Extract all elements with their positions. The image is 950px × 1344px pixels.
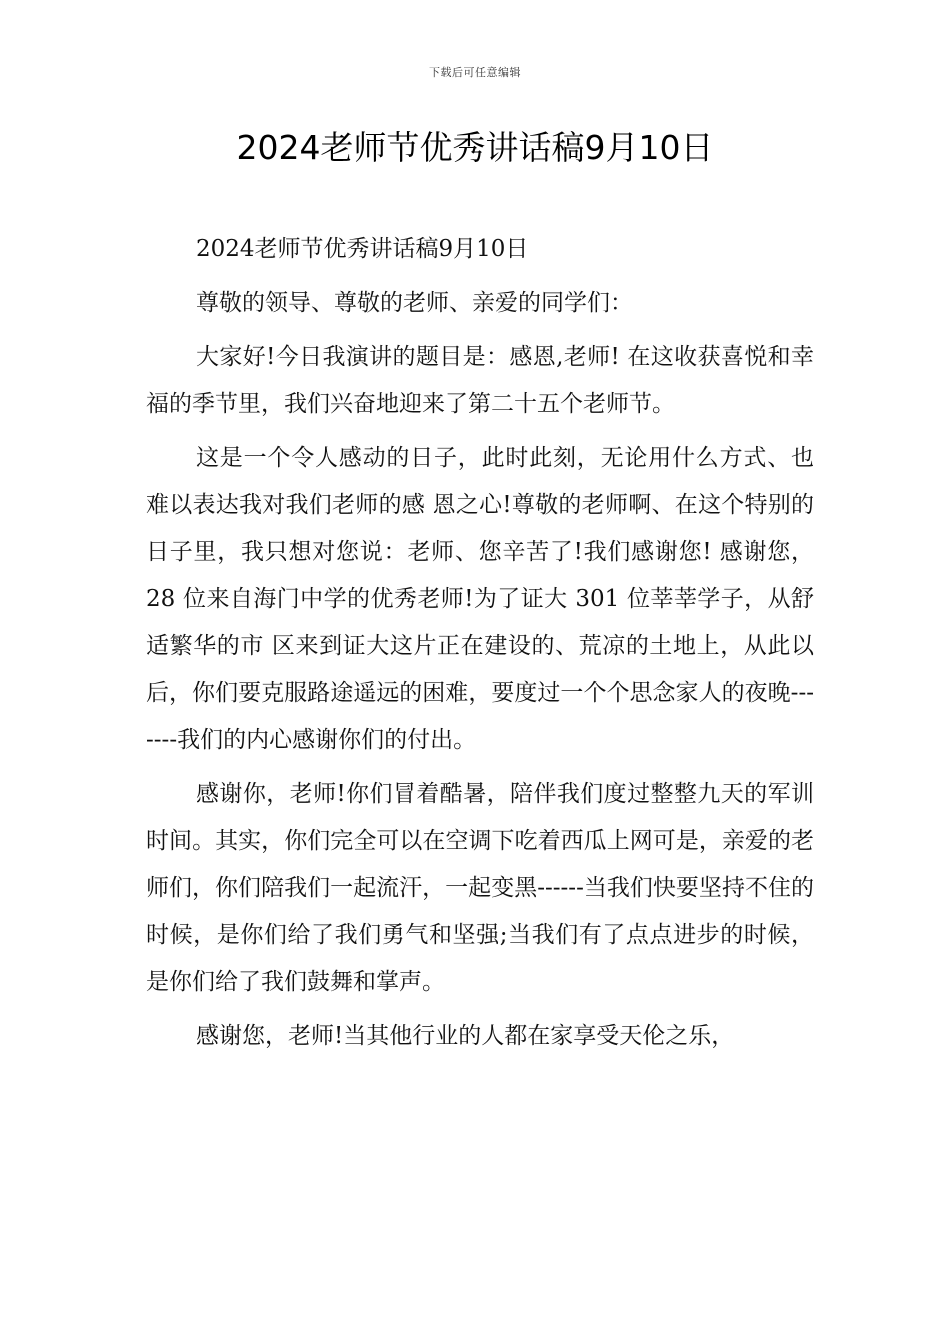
paragraph: 这是一个令人感动的日子，此时此刻，无论用什么方式、也难以表达我对我们老师的感 恩之心!尊敬的老师啊、在这个特别的日子里，我只想对您说：老师、您辛苦了!我们感谢您! 感谢您，28 位来自海门中学的优秀老师!为了证大 301 位莘莘学子，从舒适繁华的市 区来到证大这片正在建设的、荒凉的土地上，从此以后，你们要克服路途遥远的困难，要度过一个个思念家人的夜晚-------我们的内心感谢你们的付出。 [146, 445, 814, 753]
header-note: 下载后可任意编辑 [429, 66, 521, 79]
document-title: 2024老师节优秀讲话稿9月10日 [236, 128, 714, 167]
paragraph: 大家好!今日我演讲的题目是：感恩,老师! 在这收获喜悦和幸福的季节里，我们兴奋地迎来了第二十五个老师节。 [146, 344, 814, 417]
document-body [146, 226, 814, 1067]
paragraph-subtitle: 2024老师节优秀讲话稿9月10日 [196, 236, 529, 262]
paragraph: 感谢你，老师!你们冒着酷暑，陪伴我们度过整整九天的军训时间。其实，你们完全可以在空调下吃着西瓜上网可是，亲爱的老师们，你们陪我们一起流汗，一起变黑------当我们快要坚持不住的时候，是你们给了我们勇气和坚强;当我们有了点点进步的时候，是你们给了我们鼓舞和掌声。 [146, 781, 814, 995]
paragraph-salutation: 尊敬的领导、尊敬的老师、亲爱的同学们： [196, 290, 633, 316]
paragraph: 感谢您，老师!当其他行业的人都在家享受天伦之乐， [196, 1023, 735, 1049]
